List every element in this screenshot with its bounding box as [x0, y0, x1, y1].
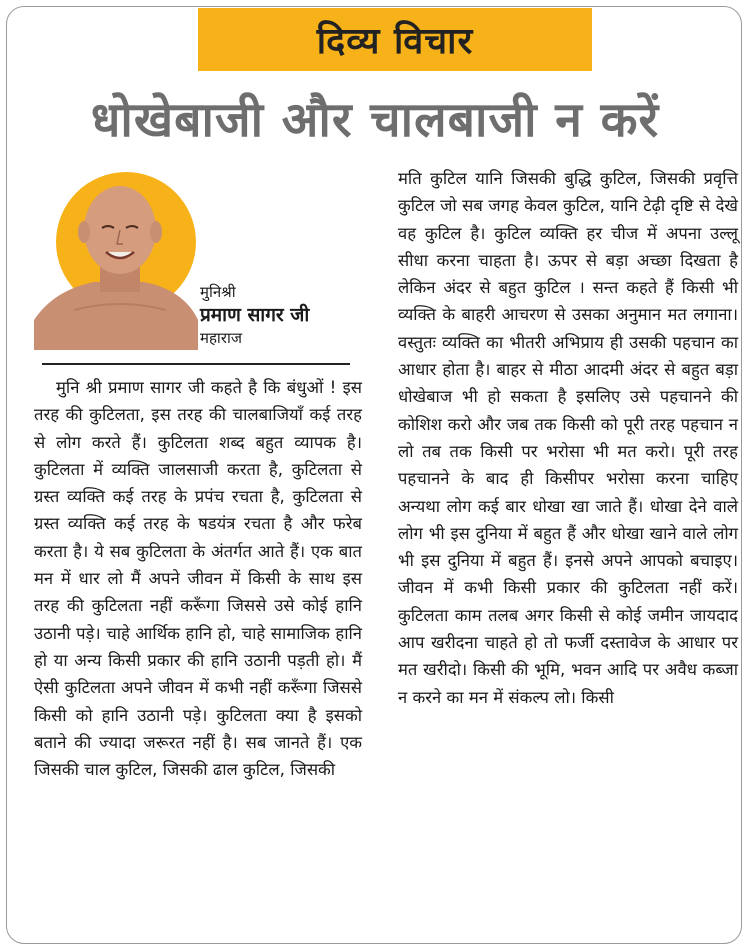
section-banner — [198, 8, 592, 71]
article-column-1 — [34, 374, 362, 783]
article-paragraph-2: मति कुटिल यानि जिसकी बुद्धि कुटिल, जिसकी प्रवृत्ति कुटिल जो सब जगह केवल कुटिल, यानि टेढ़ी दृष्टि से देखे वह कुटिल है। कुटिल व्यक्ति हर चीज में अपना उल्लू सीधा करना चाहता है। ऊपर से बड़ा अच्छा दिखता है लेकिन अंदर से बहुत कुटिल । सन्त कहते हैं किसी भी व्यक्ति के बाहरी आचरण से उसका अनुमान मत लगाना। वस्तुतः व्यक्ति का भीतरी अभिप्राय ही उसकी पहचान का आधार होता है। बाहर से मीठा आदमी अंदर से बहुत बड़ा धोखेबाज भी हो सकता है इसलिए उसे पहचानने की कोशिश करो और जब तक किसी को पूरी तरह पहचान न लो तब तक किसी पर भरोसा भी मत करो। पूरी तरह पहचानने के बाद ही किसीपर भरोसा करना चाहिए अन्यथा लोग कई बार धोखा खा जाते हैं। धोखा देने वाले लोग भी इस दुनिया में बहुत हैं और धोखा खाने वाले लोग भी इस दुनिया में बहुत हैं। इनसे अपने आपको बचाइए। जीवन में कभी किसी प्रकार की कुटिलता नहीं करें। कुटिलता काम तलब अगर किसी से कोई जमीन जायदाद आप खरीदना चाहते हो तो फर्जी दस्तावेज के आधार पर मत खरीदो। किसी की भूमि, भवन आदि पर अवैध कब्जा न करने का मन में संकल्प लो। किसी — [398, 169, 738, 707]
section-label: दिव्य विचार — [316, 21, 474, 62]
headline: धोखेबाजी और चालबाजी न करें — [90, 92, 660, 148]
article-paragraph-1: मुनि श्री प्रमाण सागर जी कहते है कि बंधुओं ! इस तरह की कुटिलता, इस तरह की चालबाजियाँ कई तरह से लोग करते हैं। कुटिलता शब्द बहुत व्यापक है। कुटिलता में व्यक्ति जालसाजी करता है, कुटिलता से ग्रस्त व्यक्ति कई तरह के प्रपंच रचता है, कुटिलता से ग्रस्त व्यक्ति कई तरह के षडयंत्र रचता है और फरेब करता है। ये सब कुटिलता के अंतर्गत आते हैं। एक बात मन में धार लो मैं अपने जीवन में किसी के साथ इस तरह की कुटिलता नहीं करूँगा जिससे उसे कोई हानि उठानी पड़े। चाहे आर्थिक हानि हो, चाहे सामाजिक हानि हो या अन्य किसी प्रकार की हानि उठानी पड़ती हो। मैं ऐसी कुटिलता अपने जीवन में कभी नहीं करूँगा जिससे किसी को हानि उठानी पड़े। कुटिलता क्या है इसको बताने की ज्यादा जरूरत नहीं है। सब जानते हैं। एक जिसकी चाल कुटिल, जिसकी ढाल कुटिल, जिसकी — [34, 378, 362, 780]
article-column-2 — [398, 165, 738, 711]
author-credit — [200, 282, 309, 348]
author-title: मुनिश्री — [200, 283, 236, 301]
author-photo — [34, 170, 198, 350]
author-name: प्रमाण सागर जी — [200, 304, 310, 326]
author-divider — [42, 363, 350, 365]
author-suffix: महाराज — [200, 329, 242, 347]
